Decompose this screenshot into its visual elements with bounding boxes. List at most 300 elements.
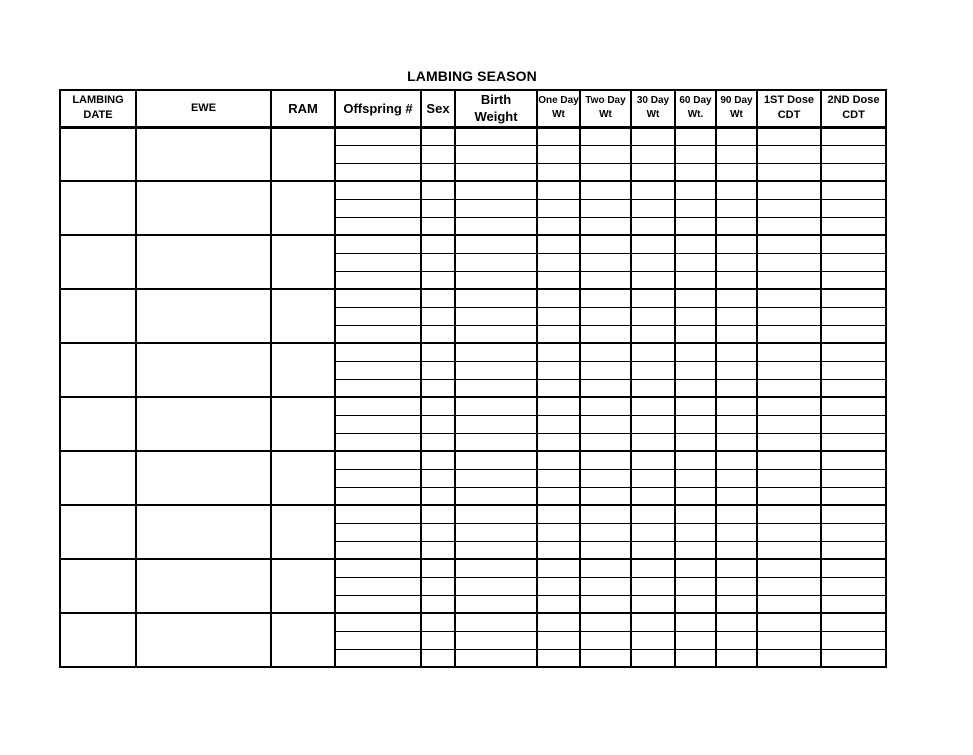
90-day-wt-cell[interactable] — [716, 523, 757, 541]
90-day-wt-cell[interactable] — [716, 397, 757, 415]
30-day-wt-cell[interactable] — [631, 433, 675, 451]
30-day-wt-cell[interactable] — [631, 145, 675, 163]
birth-weight-cell[interactable] — [455, 361, 537, 379]
one-day-wt-cell[interactable] — [537, 595, 580, 613]
offspring-cell[interactable] — [335, 559, 421, 577]
one-day-wt-cell[interactable] — [537, 541, 580, 559]
1st-dose-cdt-cell[interactable] — [757, 361, 821, 379]
ewe-cell[interactable] — [136, 181, 271, 235]
2nd-dose-cdt-cell[interactable] — [821, 613, 886, 631]
two-day-wt-cell[interactable] — [580, 397, 631, 415]
one-day-wt-cell[interactable] — [537, 253, 580, 271]
ewe-cell[interactable] — [136, 127, 271, 181]
30-day-wt-cell[interactable] — [631, 451, 675, 469]
1st-dose-cdt-cell[interactable] — [757, 271, 821, 289]
ram-cell[interactable] — [271, 559, 335, 613]
offspring-cell[interactable] — [335, 253, 421, 271]
90-day-wt-cell[interactable] — [716, 343, 757, 361]
sex-cell[interactable] — [421, 343, 455, 361]
1st-dose-cdt-cell[interactable] — [757, 505, 821, 523]
lambing-date-cell[interactable] — [60, 127, 136, 181]
birth-weight-cell[interactable] — [455, 649, 537, 667]
two-day-wt-cell[interactable] — [580, 559, 631, 577]
90-day-wt-cell[interactable] — [716, 541, 757, 559]
two-day-wt-cell[interactable] — [580, 145, 631, 163]
60-day-wt-cell[interactable] — [675, 541, 716, 559]
2nd-dose-cdt-cell[interactable] — [821, 271, 886, 289]
sex-cell[interactable] — [421, 145, 455, 163]
one-day-wt-cell[interactable] — [537, 181, 580, 199]
one-day-wt-cell[interactable] — [537, 613, 580, 631]
birth-weight-cell[interactable] — [455, 487, 537, 505]
60-day-wt-cell[interactable] — [675, 433, 716, 451]
1st-dose-cdt-cell[interactable] — [757, 415, 821, 433]
offspring-cell[interactable] — [335, 379, 421, 397]
offspring-cell[interactable] — [335, 469, 421, 487]
offspring-cell[interactable] — [335, 541, 421, 559]
2nd-dose-cdt-cell[interactable] — [821, 451, 886, 469]
one-day-wt-cell[interactable] — [537, 361, 580, 379]
30-day-wt-cell[interactable] — [631, 559, 675, 577]
30-day-wt-cell[interactable] — [631, 523, 675, 541]
1st-dose-cdt-cell[interactable] — [757, 523, 821, 541]
90-day-wt-cell[interactable] — [716, 127, 757, 145]
one-day-wt-cell[interactable] — [537, 127, 580, 145]
ram-cell[interactable] — [271, 397, 335, 451]
1st-dose-cdt-cell[interactable] — [757, 235, 821, 253]
1st-dose-cdt-cell[interactable] — [757, 199, 821, 217]
birth-weight-cell[interactable] — [455, 541, 537, 559]
90-day-wt-cell[interactable] — [716, 649, 757, 667]
90-day-wt-cell[interactable] — [716, 145, 757, 163]
90-day-wt-cell[interactable] — [716, 577, 757, 595]
two-day-wt-cell[interactable] — [580, 433, 631, 451]
sex-cell[interactable] — [421, 487, 455, 505]
one-day-wt-cell[interactable] — [537, 379, 580, 397]
two-day-wt-cell[interactable] — [580, 469, 631, 487]
2nd-dose-cdt-cell[interactable] — [821, 145, 886, 163]
2nd-dose-cdt-cell[interactable] — [821, 631, 886, 649]
30-day-wt-cell[interactable] — [631, 163, 675, 181]
60-day-wt-cell[interactable] — [675, 595, 716, 613]
one-day-wt-cell[interactable] — [537, 235, 580, 253]
one-day-wt-cell[interactable] — [537, 469, 580, 487]
90-day-wt-cell[interactable] — [716, 199, 757, 217]
2nd-dose-cdt-cell[interactable] — [821, 307, 886, 325]
60-day-wt-cell[interactable] — [675, 487, 716, 505]
birth-weight-cell[interactable] — [455, 379, 537, 397]
ewe-cell[interactable] — [136, 505, 271, 559]
offspring-cell[interactable] — [335, 523, 421, 541]
90-day-wt-cell[interactable] — [716, 595, 757, 613]
offspring-cell[interactable] — [335, 199, 421, 217]
2nd-dose-cdt-cell[interactable] — [821, 199, 886, 217]
90-day-wt-cell[interactable] — [716, 631, 757, 649]
90-day-wt-cell[interactable] — [716, 325, 757, 343]
offspring-cell[interactable] — [335, 397, 421, 415]
2nd-dose-cdt-cell[interactable] — [821, 253, 886, 271]
offspring-cell[interactable] — [335, 451, 421, 469]
one-day-wt-cell[interactable] — [537, 325, 580, 343]
birth-weight-cell[interactable] — [455, 127, 537, 145]
birth-weight-cell[interactable] — [455, 469, 537, 487]
90-day-wt-cell[interactable] — [716, 415, 757, 433]
60-day-wt-cell[interactable] — [675, 469, 716, 487]
90-day-wt-cell[interactable] — [716, 307, 757, 325]
offspring-cell[interactable] — [335, 577, 421, 595]
60-day-wt-cell[interactable] — [675, 631, 716, 649]
1st-dose-cdt-cell[interactable] — [757, 433, 821, 451]
1st-dose-cdt-cell[interactable] — [757, 127, 821, 145]
sex-cell[interactable] — [421, 199, 455, 217]
two-day-wt-cell[interactable] — [580, 217, 631, 235]
two-day-wt-cell[interactable] — [580, 487, 631, 505]
one-day-wt-cell[interactable] — [537, 649, 580, 667]
60-day-wt-cell[interactable] — [675, 325, 716, 343]
ram-cell[interactable] — [271, 451, 335, 505]
sex-cell[interactable] — [421, 613, 455, 631]
60-day-wt-cell[interactable] — [675, 307, 716, 325]
sex-cell[interactable] — [421, 217, 455, 235]
30-day-wt-cell[interactable] — [631, 613, 675, 631]
birth-weight-cell[interactable] — [455, 271, 537, 289]
offspring-cell[interactable] — [335, 343, 421, 361]
two-day-wt-cell[interactable] — [580, 505, 631, 523]
sex-cell[interactable] — [421, 415, 455, 433]
90-day-wt-cell[interactable] — [716, 289, 757, 307]
2nd-dose-cdt-cell[interactable] — [821, 235, 886, 253]
sex-cell[interactable] — [421, 595, 455, 613]
two-day-wt-cell[interactable] — [580, 613, 631, 631]
two-day-wt-cell[interactable] — [580, 631, 631, 649]
90-day-wt-cell[interactable] — [716, 271, 757, 289]
90-day-wt-cell[interactable] — [716, 613, 757, 631]
1st-dose-cdt-cell[interactable] — [757, 163, 821, 181]
offspring-cell[interactable] — [335, 307, 421, 325]
ewe-cell[interactable] — [136, 235, 271, 289]
offspring-cell[interactable] — [335, 289, 421, 307]
sex-cell[interactable] — [421, 127, 455, 145]
90-day-wt-cell[interactable] — [716, 181, 757, 199]
60-day-wt-cell[interactable] — [675, 181, 716, 199]
60-day-wt-cell[interactable] — [675, 289, 716, 307]
offspring-cell[interactable] — [335, 145, 421, 163]
30-day-wt-cell[interactable] — [631, 217, 675, 235]
one-day-wt-cell[interactable] — [537, 289, 580, 307]
one-day-wt-cell[interactable] — [537, 631, 580, 649]
2nd-dose-cdt-cell[interactable] — [821, 127, 886, 145]
1st-dose-cdt-cell[interactable] — [757, 343, 821, 361]
2nd-dose-cdt-cell[interactable] — [821, 181, 886, 199]
sex-cell[interactable] — [421, 271, 455, 289]
30-day-wt-cell[interactable] — [631, 487, 675, 505]
sex-cell[interactable] — [421, 631, 455, 649]
90-day-wt-cell[interactable] — [716, 163, 757, 181]
30-day-wt-cell[interactable] — [631, 577, 675, 595]
ram-cell[interactable] — [271, 289, 335, 343]
90-day-wt-cell[interactable] — [716, 361, 757, 379]
30-day-wt-cell[interactable] — [631, 379, 675, 397]
sex-cell[interactable] — [421, 379, 455, 397]
birth-weight-cell[interactable] — [455, 199, 537, 217]
2nd-dose-cdt-cell[interactable] — [821, 505, 886, 523]
60-day-wt-cell[interactable] — [675, 523, 716, 541]
30-day-wt-cell[interactable] — [631, 649, 675, 667]
one-day-wt-cell[interactable] — [537, 415, 580, 433]
2nd-dose-cdt-cell[interactable] — [821, 649, 886, 667]
30-day-wt-cell[interactable] — [631, 181, 675, 199]
30-day-wt-cell[interactable] — [631, 469, 675, 487]
90-day-wt-cell[interactable] — [716, 487, 757, 505]
one-day-wt-cell[interactable] — [537, 433, 580, 451]
60-day-wt-cell[interactable] — [675, 253, 716, 271]
sex-cell[interactable] — [421, 577, 455, 595]
two-day-wt-cell[interactable] — [580, 271, 631, 289]
60-day-wt-cell[interactable] — [675, 397, 716, 415]
90-day-wt-cell[interactable] — [716, 469, 757, 487]
sex-cell[interactable] — [421, 181, 455, 199]
60-day-wt-cell[interactable] — [675, 379, 716, 397]
ram-cell[interactable] — [271, 505, 335, 559]
offspring-cell[interactable] — [335, 505, 421, 523]
birth-weight-cell[interactable] — [455, 163, 537, 181]
one-day-wt-cell[interactable] — [537, 487, 580, 505]
birth-weight-cell[interactable] — [455, 613, 537, 631]
ewe-cell[interactable] — [136, 451, 271, 505]
two-day-wt-cell[interactable] — [580, 523, 631, 541]
sex-cell[interactable] — [421, 523, 455, 541]
sex-cell[interactable] — [421, 649, 455, 667]
one-day-wt-cell[interactable] — [537, 307, 580, 325]
60-day-wt-cell[interactable] — [675, 577, 716, 595]
one-day-wt-cell[interactable] — [537, 523, 580, 541]
60-day-wt-cell[interactable] — [675, 127, 716, 145]
60-day-wt-cell[interactable] — [675, 343, 716, 361]
2nd-dose-cdt-cell[interactable] — [821, 433, 886, 451]
offspring-cell[interactable] — [335, 235, 421, 253]
2nd-dose-cdt-cell[interactable] — [821, 397, 886, 415]
offspring-cell[interactable] — [335, 325, 421, 343]
1st-dose-cdt-cell[interactable] — [757, 649, 821, 667]
offspring-cell[interactable] — [335, 271, 421, 289]
2nd-dose-cdt-cell[interactable] — [821, 361, 886, 379]
60-day-wt-cell[interactable] — [675, 415, 716, 433]
one-day-wt-cell[interactable] — [537, 559, 580, 577]
90-day-wt-cell[interactable] — [716, 379, 757, 397]
lambing-date-cell[interactable] — [60, 235, 136, 289]
2nd-dose-cdt-cell[interactable] — [821, 163, 886, 181]
sex-cell[interactable] — [421, 433, 455, 451]
60-day-wt-cell[interactable] — [675, 217, 716, 235]
two-day-wt-cell[interactable] — [580, 199, 631, 217]
birth-weight-cell[interactable] — [455, 307, 537, 325]
offspring-cell[interactable] — [335, 181, 421, 199]
birth-weight-cell[interactable] — [455, 559, 537, 577]
sex-cell[interactable] — [421, 163, 455, 181]
birth-weight-cell[interactable] — [455, 433, 537, 451]
birth-weight-cell[interactable] — [455, 145, 537, 163]
30-day-wt-cell[interactable] — [631, 415, 675, 433]
one-day-wt-cell[interactable] — [537, 217, 580, 235]
two-day-wt-cell[interactable] — [580, 181, 631, 199]
30-day-wt-cell[interactable] — [631, 199, 675, 217]
60-day-wt-cell[interactable] — [675, 649, 716, 667]
90-day-wt-cell[interactable] — [716, 253, 757, 271]
60-day-wt-cell[interactable] — [675, 163, 716, 181]
ewe-cell[interactable] — [136, 289, 271, 343]
60-day-wt-cell[interactable] — [675, 361, 716, 379]
two-day-wt-cell[interactable] — [580, 451, 631, 469]
1st-dose-cdt-cell[interactable] — [757, 559, 821, 577]
90-day-wt-cell[interactable] — [716, 235, 757, 253]
sex-cell[interactable] — [421, 397, 455, 415]
two-day-wt-cell[interactable] — [580, 289, 631, 307]
birth-weight-cell[interactable] — [455, 325, 537, 343]
30-day-wt-cell[interactable] — [631, 271, 675, 289]
lambing-date-cell[interactable] — [60, 559, 136, 613]
30-day-wt-cell[interactable] — [631, 631, 675, 649]
one-day-wt-cell[interactable] — [537, 577, 580, 595]
lambing-date-cell[interactable] — [60, 181, 136, 235]
30-day-wt-cell[interactable] — [631, 361, 675, 379]
90-day-wt-cell[interactable] — [716, 433, 757, 451]
sex-cell[interactable] — [421, 541, 455, 559]
2nd-dose-cdt-cell[interactable] — [821, 487, 886, 505]
1st-dose-cdt-cell[interactable] — [757, 397, 821, 415]
2nd-dose-cdt-cell[interactable] — [821, 379, 886, 397]
two-day-wt-cell[interactable] — [580, 595, 631, 613]
one-day-wt-cell[interactable] — [537, 451, 580, 469]
lambing-date-cell[interactable] — [60, 451, 136, 505]
birth-weight-cell[interactable] — [455, 181, 537, 199]
1st-dose-cdt-cell[interactable] — [757, 487, 821, 505]
2nd-dose-cdt-cell[interactable] — [821, 595, 886, 613]
30-day-wt-cell[interactable] — [631, 397, 675, 415]
offspring-cell[interactable] — [335, 613, 421, 631]
2nd-dose-cdt-cell[interactable] — [821, 559, 886, 577]
lambing-date-cell[interactable] — [60, 343, 136, 397]
2nd-dose-cdt-cell[interactable] — [821, 289, 886, 307]
1st-dose-cdt-cell[interactable] — [757, 253, 821, 271]
two-day-wt-cell[interactable] — [580, 253, 631, 271]
offspring-cell[interactable] — [335, 217, 421, 235]
30-day-wt-cell[interactable] — [631, 541, 675, 559]
birth-weight-cell[interactable] — [455, 217, 537, 235]
sex-cell[interactable] — [421, 253, 455, 271]
sex-cell[interactable] — [421, 325, 455, 343]
ewe-cell[interactable] — [136, 559, 271, 613]
2nd-dose-cdt-cell[interactable] — [821, 415, 886, 433]
ewe-cell[interactable] — [136, 343, 271, 397]
offspring-cell[interactable] — [335, 415, 421, 433]
offspring-cell[interactable] — [335, 631, 421, 649]
birth-weight-cell[interactable] — [455, 397, 537, 415]
ram-cell[interactable] — [271, 235, 335, 289]
sex-cell[interactable] — [421, 289, 455, 307]
two-day-wt-cell[interactable] — [580, 163, 631, 181]
2nd-dose-cdt-cell[interactable] — [821, 217, 886, 235]
ewe-cell[interactable] — [136, 397, 271, 451]
offspring-cell[interactable] — [335, 433, 421, 451]
30-day-wt-cell[interactable] — [631, 253, 675, 271]
30-day-wt-cell[interactable] — [631, 505, 675, 523]
birth-weight-cell[interactable] — [455, 289, 537, 307]
offspring-cell[interactable] — [335, 487, 421, 505]
lambing-date-cell[interactable] — [60, 397, 136, 451]
60-day-wt-cell[interactable] — [675, 451, 716, 469]
two-day-wt-cell[interactable] — [580, 649, 631, 667]
30-day-wt-cell[interactable] — [631, 235, 675, 253]
1st-dose-cdt-cell[interactable] — [757, 181, 821, 199]
birth-weight-cell[interactable] — [455, 577, 537, 595]
birth-weight-cell[interactable] — [455, 235, 537, 253]
one-day-wt-cell[interactable] — [537, 199, 580, 217]
30-day-wt-cell[interactable] — [631, 595, 675, 613]
one-day-wt-cell[interactable] — [537, 271, 580, 289]
60-day-wt-cell[interactable] — [675, 271, 716, 289]
two-day-wt-cell[interactable] — [580, 343, 631, 361]
offspring-cell[interactable] — [335, 127, 421, 145]
birth-weight-cell[interactable] — [455, 415, 537, 433]
sex-cell[interactable] — [421, 505, 455, 523]
1st-dose-cdt-cell[interactable] — [757, 577, 821, 595]
1st-dose-cdt-cell[interactable] — [757, 325, 821, 343]
2nd-dose-cdt-cell[interactable] — [821, 343, 886, 361]
two-day-wt-cell[interactable] — [580, 541, 631, 559]
sex-cell[interactable] — [421, 559, 455, 577]
one-day-wt-cell[interactable] — [537, 397, 580, 415]
1st-dose-cdt-cell[interactable] — [757, 541, 821, 559]
ram-cell[interactable] — [271, 613, 335, 667]
two-day-wt-cell[interactable] — [580, 307, 631, 325]
birth-weight-cell[interactable] — [455, 523, 537, 541]
30-day-wt-cell[interactable] — [631, 343, 675, 361]
sex-cell[interactable] — [421, 469, 455, 487]
two-day-wt-cell[interactable] — [580, 415, 631, 433]
30-day-wt-cell[interactable] — [631, 127, 675, 145]
two-day-wt-cell[interactable] — [580, 379, 631, 397]
1st-dose-cdt-cell[interactable] — [757, 307, 821, 325]
2nd-dose-cdt-cell[interactable] — [821, 469, 886, 487]
ram-cell[interactable] — [271, 343, 335, 397]
1st-dose-cdt-cell[interactable] — [757, 145, 821, 163]
sex-cell[interactable] — [421, 361, 455, 379]
90-day-wt-cell[interactable] — [716, 505, 757, 523]
ram-cell[interactable] — [271, 181, 335, 235]
60-day-wt-cell[interactable] — [675, 145, 716, 163]
30-day-wt-cell[interactable] — [631, 307, 675, 325]
two-day-wt-cell[interactable] — [580, 577, 631, 595]
lambing-date-cell[interactable] — [60, 505, 136, 559]
30-day-wt-cell[interactable] — [631, 325, 675, 343]
1st-dose-cdt-cell[interactable] — [757, 379, 821, 397]
two-day-wt-cell[interactable] — [580, 361, 631, 379]
60-day-wt-cell[interactable] — [675, 613, 716, 631]
2nd-dose-cdt-cell[interactable] — [821, 523, 886, 541]
90-day-wt-cell[interactable] — [716, 451, 757, 469]
lambing-date-cell[interactable] — [60, 289, 136, 343]
birth-weight-cell[interactable] — [455, 451, 537, 469]
90-day-wt-cell[interactable] — [716, 217, 757, 235]
1st-dose-cdt-cell[interactable] — [757, 217, 821, 235]
birth-weight-cell[interactable] — [455, 595, 537, 613]
60-day-wt-cell[interactable] — [675, 235, 716, 253]
ram-cell[interactable] — [271, 127, 335, 181]
one-day-wt-cell[interactable] — [537, 145, 580, 163]
birth-weight-cell[interactable] — [455, 253, 537, 271]
lambing-date-cell[interactable] — [60, 613, 136, 667]
offspring-cell[interactable] — [335, 649, 421, 667]
